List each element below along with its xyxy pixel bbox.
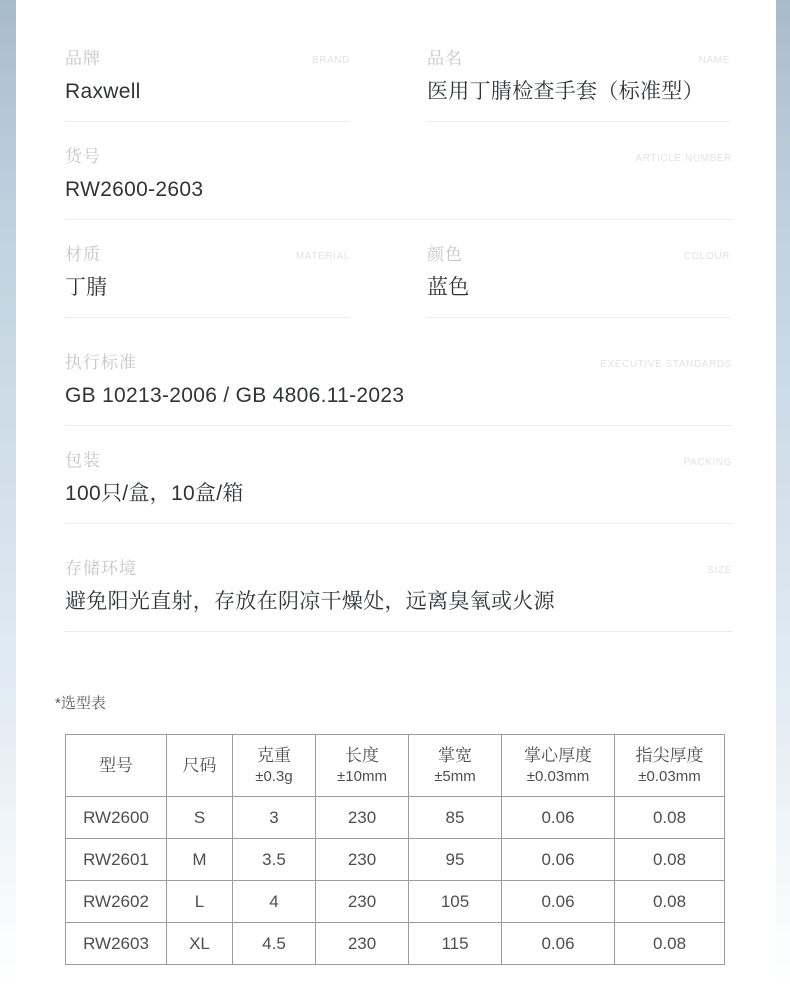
section-storage-head <box>65 558 732 580</box>
section-article-number <box>65 146 732 220</box>
cell-weight: 3 <box>233 797 316 839</box>
section-product-name-head <box>427 48 730 70</box>
material-value: 丁腈 <box>65 276 108 299</box>
product-name-label: 品名 <box>427 49 463 68</box>
col-header-length: 长度 ±10mm <box>316 735 409 797</box>
cell-palm-width: 85 <box>409 797 502 839</box>
colour-caption-en: COLOUR <box>683 251 730 262</box>
spec-row-brand-name <box>65 0 732 122</box>
selection-table <box>65 734 725 965</box>
cell-size: S <box>167 797 233 839</box>
section-material <box>65 244 350 318</box>
cell-fingertip-thickness: 0.08 <box>615 797 725 839</box>
cell-palm-thickness: 0.06 <box>502 839 615 881</box>
cell-palm-width: 115 <box>409 923 502 965</box>
article-number-caption-en: ARTICLE NUMBER <box>635 153 732 164</box>
article-number-value: RW2600-2603 <box>65 178 204 201</box>
cell-length: 230 <box>316 839 409 881</box>
cell-length: 230 <box>316 923 409 965</box>
cell-size: XL <box>167 923 233 965</box>
cell-palm-thickness: 0.06 <box>502 881 615 923</box>
table-row-rw2601 <box>66 839 725 881</box>
cell-model: RW2601 <box>66 839 167 881</box>
table-row-rw2603 <box>66 923 725 965</box>
cell-palm-width: 105 <box>409 881 502 923</box>
table-row-rw2602 <box>66 881 725 923</box>
col-header-palm-width: 掌宽 ±5mm <box>409 735 502 797</box>
material-caption-en: MATERIAL <box>295 251 350 262</box>
section-storage <box>65 558 732 632</box>
cell-weight: 3.5 <box>233 839 316 881</box>
colour-value: 蓝色 <box>427 276 470 299</box>
material-label: 材质 <box>65 245 101 264</box>
cell-model: RW2600 <box>66 797 167 839</box>
cell-length: 230 <box>316 881 409 923</box>
col-header-model: 型号 <box>66 735 167 797</box>
cell-weight: 4 <box>233 881 316 923</box>
packing-label: 包装 <box>65 451 101 470</box>
product-spec-card <box>16 0 776 992</box>
section-standards-head <box>65 352 732 374</box>
section-brand-head <box>65 48 350 70</box>
standards-label: 执行标准 <box>65 353 137 372</box>
colour-label: 颜色 <box>427 245 463 264</box>
section-colour <box>427 244 730 318</box>
selection-table-note: *选型表 <box>55 695 106 712</box>
section-article-number-head <box>65 146 732 168</box>
storage-value: 避免阳光直射，存放在阴凉干燥处，远离臭氧或火源 <box>65 590 555 613</box>
storage-caption-en: SIZE <box>707 565 732 576</box>
section-standards <box>65 352 732 426</box>
cell-palm-thickness: 0.06 <box>502 923 615 965</box>
packing-caption-en: PACKING <box>683 457 732 468</box>
brand-value: Raxwell <box>65 80 141 103</box>
cell-model: RW2602 <box>66 881 167 923</box>
product-name-value: 医用丁腈检查手套（标准型） <box>427 80 704 103</box>
brand-label: 品牌 <box>65 49 101 68</box>
article-number-label: 货号 <box>65 147 101 166</box>
cell-fingertip-thickness: 0.08 <box>615 923 725 965</box>
cell-size: L <box>167 881 233 923</box>
section-packing-head <box>65 450 732 472</box>
selection-table-header-row <box>66 735 725 797</box>
cell-palm-width: 95 <box>409 839 502 881</box>
packing-value: 100只/盒，10盒/箱 <box>65 482 244 505</box>
table-row-rw2600 <box>66 797 725 839</box>
cell-fingertip-thickness: 0.08 <box>615 839 725 881</box>
cell-fingertip-thickness: 0.08 <box>615 881 725 923</box>
section-packing <box>65 450 732 524</box>
col-header-palm-thickness: 掌心厚度 ±0.03mm <box>502 735 615 797</box>
col-header-size: 尺码 <box>167 735 233 797</box>
spec-row-material-colour <box>65 220 732 318</box>
brand-caption-en: BRAND <box>311 55 350 66</box>
storage-label: 存储环境 <box>65 559 137 578</box>
cell-size: M <box>167 839 233 881</box>
standards-value: GB 10213-2006 / GB 4806.11-2023 <box>65 384 405 407</box>
col-header-fingertip-thickness: 指尖厚度 ±0.03mm <box>615 735 725 797</box>
section-material-head <box>65 244 350 266</box>
col-header-weight: 克重 ±0.3g <box>233 735 316 797</box>
cell-model: RW2603 <box>66 923 167 965</box>
section-product-name <box>427 48 730 122</box>
cell-palm-thickness: 0.06 <box>502 797 615 839</box>
product-name-caption-en: NAME <box>698 55 730 66</box>
standards-caption-en: EXECUTIVE STANDARDS <box>600 359 732 370</box>
cell-weight: 4.5 <box>233 923 316 965</box>
section-brand <box>65 48 350 122</box>
cell-length: 230 <box>316 797 409 839</box>
section-colour-head <box>427 244 730 266</box>
